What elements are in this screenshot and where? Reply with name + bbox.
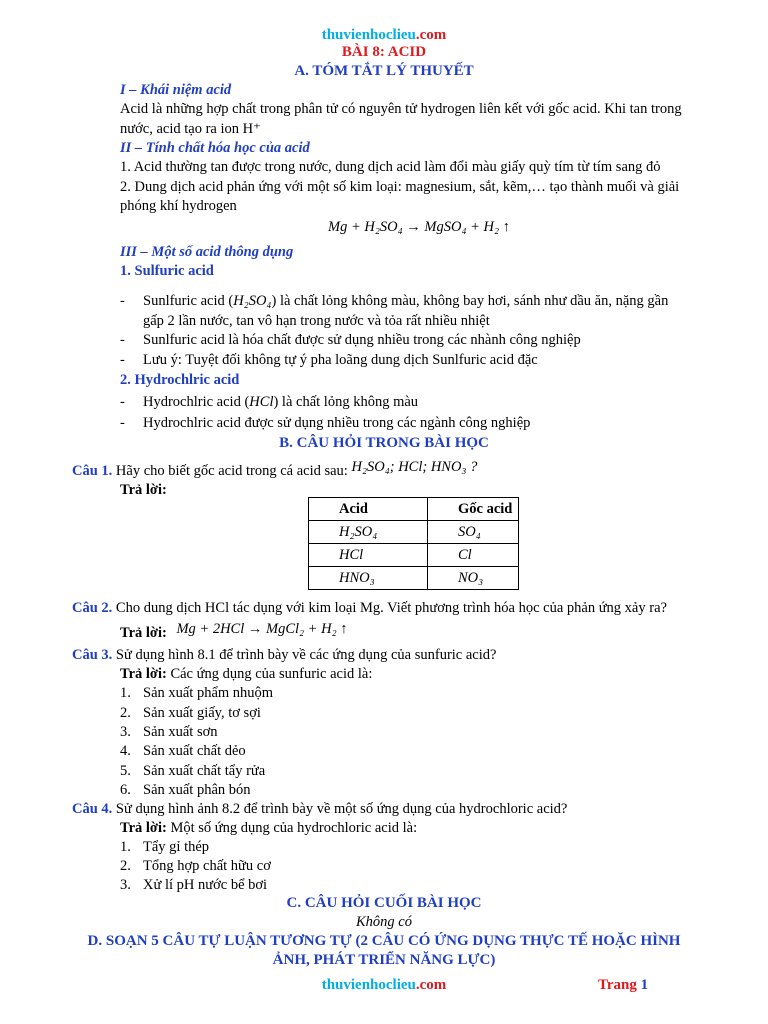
list-item: 2.: [120, 705, 131, 721]
site-name-part2: .com: [415, 27, 447, 43]
subsection-ii-title: II – Tính chất hóa học của acid: [120, 140, 310, 156]
question-2-label: Câu 2.: [72, 600, 113, 616]
bullet-text: Hydrochlric acid được sử dụng nhiều trong các ngành công nghiệp: [143, 415, 531, 431]
section-c-note: Không có: [356, 914, 412, 930]
lesson-title: BÀI 8: ACID: [341, 44, 427, 60]
footer-site-part2: .com: [415, 977, 447, 993]
bullet-text: Sunlfuric acid là hóa chất được sử dụng nhiều trong các nhành công nghiệp: [143, 332, 581, 348]
table-cell-radical: Cl: [428, 544, 519, 567]
question-4-text: Sử dụng hình ảnh 8.2 để trình bày về một số ứng dụng của hydrochloric acid?: [115, 801, 568, 817]
table-cell-acid: H₂SO₄: [309, 521, 428, 544]
question-3: [72, 646, 496, 665]
subsection-i-title: I – Khái niệm acid: [120, 82, 232, 98]
bullet-text: Sunlfuric acid (H₂SO₄) là chất lỏng không màu, không bay hơi, sánh như dầu ăn, nặng gần: [143, 293, 669, 309]
hcl-formula: HCl: [249, 394, 274, 410]
question-2: [72, 599, 667, 618]
reaction-equation-mg-hcl: Mg + 2HCl → MgCl₂ + H₂ ↑: [176, 621, 348, 637]
table-header-row: [309, 498, 519, 521]
page-number-value: 1: [640, 977, 649, 993]
list-item-text: Sản xuất phẩm nhuộm: [143, 685, 274, 701]
answer-4: [120, 819, 417, 838]
answer-3: [120, 665, 372, 684]
table-row: [309, 544, 519, 567]
question-1: [72, 459, 478, 481]
question-3-text: Sử dụng hình 8.1 để trình bày về các ứng dụng của sunfuric acid?: [115, 647, 497, 663]
question-2-text: Cho dung dịch HCl tác dụng với kim loại Mg. Viết phương trình hóa học của phản ứng xảy ra?: [115, 600, 667, 616]
bullet-sulfuric-description-cont: gấp 2 lần nước, tan vô hạn trong nước và tỏa rất nhiều nhiệt: [143, 313, 490, 329]
site-name-part1: thuvienhoclieu: [321, 27, 416, 43]
list-item: 3.: [120, 724, 131, 740]
list-item: 2.: [120, 858, 131, 874]
table-header-radical: Gốc acid: [428, 498, 519, 521]
property-line2: 2. Dung dịch acid phản ứng với một số kim loại: magnesium, sắt, kẽm,… tạo thành muối và giải: [120, 179, 680, 195]
table-cell-radical: SO₄: [428, 521, 519, 544]
list-item-text: Sản xuất chất tẩy rửa: [143, 763, 266, 779]
answer-4-label: Trả lời:: [120, 820, 167, 836]
list-item-text: Sản xuất chất dẻo: [143, 743, 246, 759]
list-item-text: Sản xuất phân bón: [143, 782, 251, 798]
page-number-label: Trang: [598, 977, 637, 993]
answer-3-label: Trả lời:: [120, 666, 167, 682]
table-header-acid: Acid: [309, 498, 428, 521]
bullet-text: Hydrochlric acid (HCl) là chất lỏng không màu: [143, 394, 419, 410]
list-item: 1.: [120, 685, 131, 701]
reaction-equation-mg-h2so4: Mg + H₂SO₄ → MgSO₄ + H₂ ↑: [328, 219, 510, 235]
table-cell-radical: NO₃: [428, 567, 519, 590]
answer-1-label: Trả lời:: [120, 482, 167, 498]
question-3-label: Câu 3.: [72, 647, 113, 663]
table-row: [309, 567, 519, 590]
acid-definition-line2: nước, acid tạo ra ion H⁺: [120, 121, 261, 137]
answer-2-label: Trả lời:: [120, 625, 167, 641]
bullet-dash: -: [120, 293, 125, 309]
question-4: [72, 800, 567, 819]
bullet-dash: -: [120, 332, 125, 348]
subsection-iii-title: III – Một số acid thông dụng: [120, 244, 294, 260]
list-item: 4.: [120, 743, 131, 759]
section-d-title-line1: D. SOẠN 5 CÂU TỰ LUẬN TƯƠNG TỰ (2 CÂU CÓ ỨNG DỤNG THỰC TẾ HOẶC HÌNH: [87, 933, 681, 949]
acid-radical-table: [308, 497, 519, 590]
list-item-text: Sản xuất giấy, tơ sợi: [143, 705, 261, 721]
property-line3: phóng khí hydrogen: [120, 198, 237, 214]
property-line1: 1. Acid thường tan được trong nước, dung dịch acid làm đổi màu giấy quỳ tím từ tím sang đỏ: [120, 159, 661, 175]
table-cell-acid: HCl: [309, 544, 428, 567]
list-item-text: Xử lí pH nước bể bơi: [143, 877, 268, 893]
bullet-dash: -: [120, 394, 125, 410]
page-number: [598, 976, 648, 995]
table-row: [309, 521, 519, 544]
sulfuric-acid-heading: 1. Sulfuric acid: [120, 263, 214, 279]
bullet-dash: -: [120, 352, 125, 368]
question-1-text: Hãy cho biết gốc acid trong cá acid sau:: [115, 463, 348, 479]
section-c-title: C. CÂU HỎI CUỐI BÀI HỌC: [286, 895, 482, 911]
section-a-title: A. TÓM TẮT LÝ THUYẾT: [294, 63, 474, 79]
answer-2: [120, 621, 348, 643]
list-item: 6.: [120, 782, 131, 798]
answer-4-text: Một số ứng dụng của hydrochloric acid là:: [170, 820, 418, 836]
acid-definition-line1: Acid là những hợp chất trong phân tử có nguyên tử hydrogen liên kết với gốc acid. Khi tan trong: [120, 101, 682, 117]
sulfuric-formula: H₂SO₄: [233, 293, 272, 309]
site-footer: [0, 976, 768, 995]
list-item: 5.: [120, 763, 131, 779]
question-1-formulas: H₂SO₄; HCl; HNO₃ ?: [351, 459, 478, 475]
list-item: 3.: [120, 877, 131, 893]
section-b-title: B. CÂU HỎI TRONG BÀI HỌC: [279, 435, 489, 451]
question-4-label: Câu 4.: [72, 801, 113, 817]
list-item-text: Tổng hợp chất hữu cơ: [143, 858, 271, 874]
table-cell-acid: HNO₃: [309, 567, 428, 590]
list-item-text: Tẩy gỉ thép: [143, 839, 210, 855]
answer-3-text: Các ứng dụng của sunfuric acid là:: [170, 666, 373, 682]
section-d-title-line2: ẢNH, PHÁT TRIỂN NĂNG LỰC): [272, 952, 496, 968]
bullet-dash: -: [120, 415, 125, 431]
bullet-text: Lưu ý: Tuyệt đối không tự ý pha loãng dung dịch Sunlfuric acid đặc: [143, 352, 538, 368]
list-item: 1.: [120, 839, 131, 855]
hydrochloric-acid-heading: 2. Hydrochlric acid: [120, 372, 240, 388]
footer-site-part1: thuvienhoclieu: [321, 977, 416, 993]
question-1-label: Câu 1.: [72, 463, 113, 479]
list-item-text: Sản xuất sơn: [143, 724, 218, 740]
